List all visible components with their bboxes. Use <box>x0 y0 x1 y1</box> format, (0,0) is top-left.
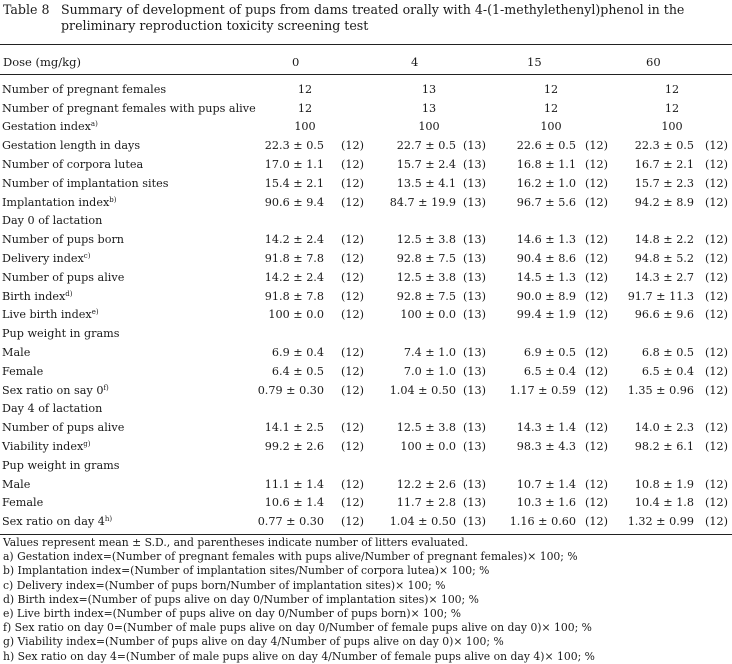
mean-sd-cell: 99.4 ± 1.9 <box>516 308 576 322</box>
litter-count-cell: (12) <box>585 440 608 454</box>
litter-count-cell: (12) <box>705 139 728 153</box>
mean-sd-cell: 22.6 ± 0.5 <box>516 139 576 153</box>
litter-count-cell: (13) <box>463 477 486 491</box>
row-label <box>0 362 242 381</box>
litter-count-cell: (12) <box>585 252 608 266</box>
mean-sd-cell: 16.8 ± 1.1 <box>516 158 576 172</box>
row-label-text: Number of pups born <box>2 233 124 247</box>
footnote: h) Sex ratio on day 4=(Number of male pups alive on day 4/Number of female pups alive on day 4)× 100; % <box>3 649 595 663</box>
litter-count-cell: (12) <box>585 176 608 190</box>
mean-sd-cell: 12.2 ± 2.6 <box>396 477 456 491</box>
row-label <box>0 212 242 231</box>
data-table <box>0 80 732 531</box>
litter-count-cell: (12) <box>705 477 728 491</box>
row-label-text: Delivery index <box>2 252 84 266</box>
row-label-text: Day 4 of lactation <box>2 402 103 416</box>
litter-count-cell: (12) <box>585 383 608 397</box>
empty-cell <box>242 212 732 231</box>
litter-count-cell: (12) <box>705 252 728 266</box>
litter-count-cell: (12) <box>585 270 608 284</box>
litter-count-cell: (13) <box>463 364 486 378</box>
mean-sd-cell: 90.4 ± 8.6 <box>516 252 576 266</box>
footnote-marker: h) <box>104 515 113 524</box>
mean-sd-cell: 91.8 ± 7.8 <box>264 252 324 266</box>
table-row <box>0 99 732 118</box>
table-row <box>0 174 732 193</box>
litter-count-cell: (12) <box>705 158 728 172</box>
mean-sd-cell: 1.17 ± 0.59 <box>509 383 576 397</box>
row-label-text: Number of pups alive <box>2 421 125 435</box>
mean-sd-cell: 0.79 ± 0.30 <box>257 383 324 397</box>
litter-count-cell: (13) <box>463 158 486 172</box>
mean-sd-cell: 10.6 ± 1.4 <box>264 496 324 510</box>
mean-sd-cell: 14.5 ± 1.3 <box>516 270 576 284</box>
count-cell: 13 <box>421 82 437 96</box>
table-row <box>0 475 732 494</box>
table-row <box>0 306 732 325</box>
litter-count-cell: (12) <box>341 477 364 491</box>
litter-count-cell: (13) <box>463 176 486 190</box>
litter-count-cell: (12) <box>705 308 728 322</box>
litter-count-cell: (12) <box>341 233 364 247</box>
mean-sd-cell: 94.8 ± 5.2 <box>634 252 694 266</box>
mean-sd-cell: 10.7 ± 1.4 <box>516 477 576 491</box>
empty-cell <box>242 324 732 343</box>
litter-count-cell: (13) <box>463 346 486 360</box>
dose-60: 60 <box>646 55 661 69</box>
mean-sd-cell: 1.04 ± 0.50 <box>389 515 456 529</box>
row-label-text: Female <box>2 496 44 510</box>
litter-count-cell: (12) <box>705 289 728 303</box>
row-label <box>0 381 242 400</box>
count-cell: 100 <box>661 120 683 134</box>
litter-count-cell: (12) <box>341 364 364 378</box>
footnote-marker: e) <box>91 308 99 317</box>
row-label <box>0 174 242 193</box>
table-row <box>0 193 732 212</box>
litter-count-cell: (13) <box>463 139 486 153</box>
litter-count-cell: (13) <box>463 515 486 529</box>
litter-count-cell: (13) <box>463 440 486 454</box>
litter-count-cell: (12) <box>341 270 364 284</box>
litter-count-cell: (12) <box>341 515 364 529</box>
mean-sd-cell: 1.16 ± 0.60 <box>509 515 576 529</box>
mean-sd-cell: 96.7 ± 5.6 <box>516 195 576 209</box>
litter-count-cell: (12) <box>341 252 364 266</box>
bottom-rule <box>0 534 732 535</box>
count-cell: 13 <box>421 101 437 115</box>
row-label <box>0 287 242 306</box>
mean-sd-cell: 1.35 ± 0.96 <box>627 383 694 397</box>
count-cell: 12 <box>664 101 680 115</box>
litter-count-cell: (12) <box>705 496 728 510</box>
section-row <box>0 324 732 343</box>
table-row <box>0 249 732 268</box>
row-label-text: Pup weight in grams <box>2 327 120 341</box>
mean-sd-cell: 7.4 ± 1.0 <box>403 346 456 360</box>
litter-count-cell: (12) <box>341 139 364 153</box>
table-row <box>0 512 732 531</box>
mean-sd-cell: 84.7 ± 19.9 <box>389 195 456 209</box>
litter-count-cell: (12) <box>341 158 364 172</box>
litter-count-cell: (12) <box>341 176 364 190</box>
table-row <box>0 381 732 400</box>
litter-count-cell: (12) <box>705 383 728 397</box>
litter-count-cell: (12) <box>705 233 728 247</box>
mean-sd-cell: 6.8 ± 0.5 <box>641 346 694 360</box>
table-row <box>0 362 732 381</box>
mean-sd-cell: 14.8 ± 2.2 <box>634 233 694 247</box>
mean-sd-cell: 0.77 ± 0.30 <box>257 515 324 529</box>
row-label <box>0 494 242 513</box>
row-label <box>0 118 242 137</box>
row-label-text: Pup weight in grams <box>2 458 120 472</box>
mean-sd-cell: 100 ± 0.0 <box>400 308 456 322</box>
mean-sd-cell: 1.04 ± 0.50 <box>389 383 456 397</box>
row-label <box>0 249 242 268</box>
mean-sd-cell: 14.2 ± 2.4 <box>264 233 324 247</box>
count-cell: 12 <box>297 101 313 115</box>
litter-count-cell: (12) <box>705 195 728 209</box>
table-caption <box>3 2 728 34</box>
row-label-text: Number of pregnant females with pups alive <box>2 101 256 115</box>
header-rule <box>0 74 732 75</box>
row-label-text: Live birth index <box>2 308 92 322</box>
dose-label: Dose (mg/kg) <box>3 55 81 69</box>
mean-sd-cell: 15.7 ± 2.4 <box>396 158 456 172</box>
row-label <box>0 306 242 325</box>
mean-sd-cell: 91.7 ± 11.3 <box>627 289 694 303</box>
row-label <box>0 437 242 456</box>
row-label <box>0 512 242 531</box>
mean-sd-cell: 92.8 ± 7.5 <box>396 289 456 303</box>
mean-sd-cell: 94.2 ± 8.9 <box>634 195 694 209</box>
table-row <box>0 418 732 437</box>
row-label-text: Male <box>2 477 31 491</box>
litter-count-cell: (13) <box>463 289 486 303</box>
mean-sd-cell: 16.2 ± 1.0 <box>516 176 576 190</box>
count-cell: 12 <box>543 101 559 115</box>
mean-sd-cell: 22.3 ± 0.5 <box>634 139 694 153</box>
row-label-text: Sex ratio on day 4 <box>2 515 105 529</box>
row-label-text: Number of pregnant females <box>2 82 167 96</box>
mean-sd-cell: 14.1 ± 2.5 <box>264 421 324 435</box>
row-label <box>0 155 242 174</box>
mean-sd-cell: 91.8 ± 7.8 <box>264 289 324 303</box>
mean-sd-cell: 14.2 ± 2.4 <box>264 270 324 284</box>
section-row <box>0 212 732 231</box>
dose-0: 0 <box>292 55 300 69</box>
mean-sd-cell: 11.1 ± 1.4 <box>264 477 324 491</box>
footnote-marker: b) <box>109 195 117 204</box>
empty-cell <box>242 400 732 419</box>
footnote-marker: d) <box>65 289 73 298</box>
row-label <box>0 343 242 362</box>
caption-line-1 <box>3 2 728 18</box>
litter-count-cell: (13) <box>463 270 486 284</box>
dose-15: 15 <box>527 55 542 69</box>
litter-count-cell: (12) <box>585 308 608 322</box>
litter-count-cell: (12) <box>585 515 608 529</box>
litter-count-cell: (12) <box>705 176 728 190</box>
litter-count-cell: (13) <box>463 496 486 510</box>
footnote: c) Delivery index=(Number of pups born/Number of implantation sites)× 100; % <box>3 578 446 592</box>
mean-sd-cell: 1.32 ± 0.99 <box>627 515 694 529</box>
litter-count-cell: (12) <box>585 477 608 491</box>
footnote: g) Viability index=(Number of pups alive on day 4/Number of pups alive on day 0)× 100; % <box>3 635 504 649</box>
top-rule <box>0 44 732 45</box>
legend-note: Values represent mean ± S.D., and parentheses indicate number of litters evaluated. <box>3 536 469 549</box>
table-row <box>0 118 732 137</box>
count-cell: 100 <box>540 120 562 134</box>
litter-count-cell: (12) <box>705 440 728 454</box>
mean-sd-cell: 10.3 ± 1.6 <box>516 496 576 510</box>
table-row <box>0 437 732 456</box>
row-label-text: Gestation index <box>2 120 91 134</box>
footnote: a) Gestation index=(Number of pregnant females with pups alive/Number of pregnant females)× 100; % <box>3 550 578 564</box>
mean-sd-cell: 6.5 ± 0.4 <box>523 364 576 378</box>
caption-text-1: Summary of development of pups from dams treated orally with 4-(1-methylethenyl)phenol in the <box>61 2 685 17</box>
footnote-marker: c) <box>83 252 91 261</box>
litter-count-cell: (13) <box>463 308 486 322</box>
footnote-marker: a) <box>90 120 98 129</box>
footnote: e) Live birth index=(Number of pups alive on day 0/Number of pups born)× 100; % <box>3 607 461 621</box>
litter-count-cell: (13) <box>463 195 486 209</box>
row-label <box>0 456 242 475</box>
litter-count-cell: (12) <box>341 440 364 454</box>
table-row <box>0 494 732 513</box>
table-row <box>0 287 732 306</box>
mean-sd-cell: 90.0 ± 8.9 <box>516 289 576 303</box>
empty-cell <box>242 456 732 475</box>
mean-sd-cell: 12.5 ± 3.8 <box>396 421 456 435</box>
dose-4: 4 <box>411 55 419 69</box>
section-row <box>0 456 732 475</box>
litter-count-cell: (12) <box>341 383 364 397</box>
count-cell: 12 <box>297 82 313 96</box>
row-label <box>0 230 242 249</box>
row-label-text: Sex ratio on say 0 <box>2 383 104 397</box>
row-label-text: Day 0 of lactation <box>2 214 103 228</box>
litter-count-cell: (12) <box>341 289 364 303</box>
row-label <box>0 268 242 287</box>
litter-count-cell: (13) <box>463 233 486 247</box>
row-label-text: Number of corpora lutea <box>2 158 144 172</box>
section-row <box>0 400 732 419</box>
footnote: f) Sex ratio on day 0=(Number of male pups alive on day 0/Number of female pups alive on day 0)× 100; % <box>3 621 592 635</box>
litter-count-cell: (12) <box>341 195 364 209</box>
row-label <box>0 80 242 99</box>
mean-sd-cell: 15.7 ± 2.3 <box>634 176 694 190</box>
footnote: d) Birth index=(Number of pups alive on day 0/Number of implantation sites)× 100; % <box>3 592 479 606</box>
table-row <box>0 136 732 155</box>
table-row <box>0 80 732 99</box>
mean-sd-cell: 12.5 ± 3.8 <box>396 270 456 284</box>
table-row <box>0 155 732 174</box>
litter-count-cell: (12) <box>705 364 728 378</box>
litter-count-cell: (12) <box>585 346 608 360</box>
mean-sd-cell: 14.3 ± 2.7 <box>634 270 694 284</box>
litter-count-cell: (12) <box>341 346 364 360</box>
mean-sd-cell: 10.8 ± 1.9 <box>634 477 694 491</box>
mean-sd-cell: 100 ± 0.0 <box>400 440 456 454</box>
litter-count-cell: (13) <box>463 383 486 397</box>
mean-sd-cell: 99.2 ± 2.6 <box>264 440 324 454</box>
mean-sd-cell: 14.0 ± 2.3 <box>634 421 694 435</box>
mean-sd-cell: 100 ± 0.0 <box>268 308 324 322</box>
mean-sd-cell: 17.0 ± 1.1 <box>264 158 324 172</box>
row-label-text: Gestation length in days <box>2 139 141 153</box>
row-label <box>0 418 242 437</box>
mean-sd-cell: 6.9 ± 0.5 <box>523 346 576 360</box>
mean-sd-cell: 6.5 ± 0.4 <box>641 364 694 378</box>
mean-sd-cell: 6.9 ± 0.4 <box>271 346 324 360</box>
count-cell: 12 <box>664 82 680 96</box>
litter-count-cell: (12) <box>585 158 608 172</box>
mean-sd-cell: 12.5 ± 3.8 <box>396 233 456 247</box>
litter-count-cell: (12) <box>585 139 608 153</box>
mean-sd-cell: 90.6 ± 9.4 <box>264 195 324 209</box>
row-label <box>0 475 242 494</box>
mean-sd-cell: 6.4 ± 0.5 <box>271 364 324 378</box>
mean-sd-cell: 22.3 ± 0.5 <box>264 139 324 153</box>
mean-sd-cell: 14.6 ± 1.3 <box>516 233 576 247</box>
row-label <box>0 193 242 212</box>
footnote: b) Implantation index=(Number of implantation sites/Number of corpora lutea)× 100; % <box>3 564 490 578</box>
litter-count-cell: (12) <box>341 308 364 322</box>
caption-text-2: preliminary reproduction toxicity screening test <box>61 18 369 33</box>
row-label-text: Number of implantation sites <box>2 176 169 190</box>
count-cell: 100 <box>294 120 316 134</box>
table-number: Table 8 <box>3 2 50 17</box>
count-cell: 100 <box>418 120 440 134</box>
row-label-text: Birth index <box>2 289 66 303</box>
footnote-marker: f) <box>103 383 109 392</box>
row-label <box>0 400 242 419</box>
table-row <box>0 343 732 362</box>
litter-count-cell: (12) <box>585 289 608 303</box>
litter-count-cell: (12) <box>341 421 364 435</box>
mean-sd-cell: 11.7 ± 2.8 <box>396 496 456 510</box>
mean-sd-cell: 92.8 ± 7.5 <box>396 252 456 266</box>
table-row <box>0 268 732 287</box>
litter-count-cell: (12) <box>705 515 728 529</box>
row-label <box>0 136 242 155</box>
litter-count-cell: (12) <box>705 270 728 284</box>
mean-sd-cell: 96.6 ± 9.6 <box>634 308 694 322</box>
footnote-marker: g) <box>83 440 91 449</box>
litter-count-cell: (12) <box>705 421 728 435</box>
row-label-text: Female <box>2 364 44 378</box>
litter-count-cell: (12) <box>585 233 608 247</box>
mean-sd-cell: 16.7 ± 2.1 <box>634 158 694 172</box>
row-label <box>0 324 242 343</box>
litter-count-cell: (12) <box>585 421 608 435</box>
mean-sd-cell: 14.3 ± 1.4 <box>516 421 576 435</box>
mean-sd-cell: 98.3 ± 4.3 <box>516 440 576 454</box>
row-label-text: Implantation index <box>2 195 110 209</box>
footnotes <box>3 536 728 664</box>
row-label-text: Male <box>2 346 31 360</box>
litter-count-cell: (12) <box>585 496 608 510</box>
mean-sd-cell: 22.7 ± 0.5 <box>396 139 456 153</box>
litter-count-cell: (12) <box>585 364 608 378</box>
litter-count-cell: (12) <box>705 346 728 360</box>
row-label <box>0 99 256 118</box>
litter-count-cell: (12) <box>585 195 608 209</box>
mean-sd-cell: 10.4 ± 1.8 <box>634 496 694 510</box>
litter-count-cell: (12) <box>341 496 364 510</box>
mean-sd-cell: 98.2 ± 6.1 <box>634 440 694 454</box>
mean-sd-cell: 7.0 ± 1.0 <box>403 364 456 378</box>
litter-count-cell: (13) <box>463 421 486 435</box>
table-row <box>0 230 732 249</box>
count-cell: 12 <box>543 82 559 96</box>
row-label-text: Viability index <box>2 440 84 454</box>
row-label-text: Number of pups alive <box>2 270 125 284</box>
mean-sd-cell: 13.5 ± 4.1 <box>396 176 456 190</box>
mean-sd-cell: 15.4 ± 2.1 <box>264 176 324 190</box>
litter-count-cell: (13) <box>463 252 486 266</box>
